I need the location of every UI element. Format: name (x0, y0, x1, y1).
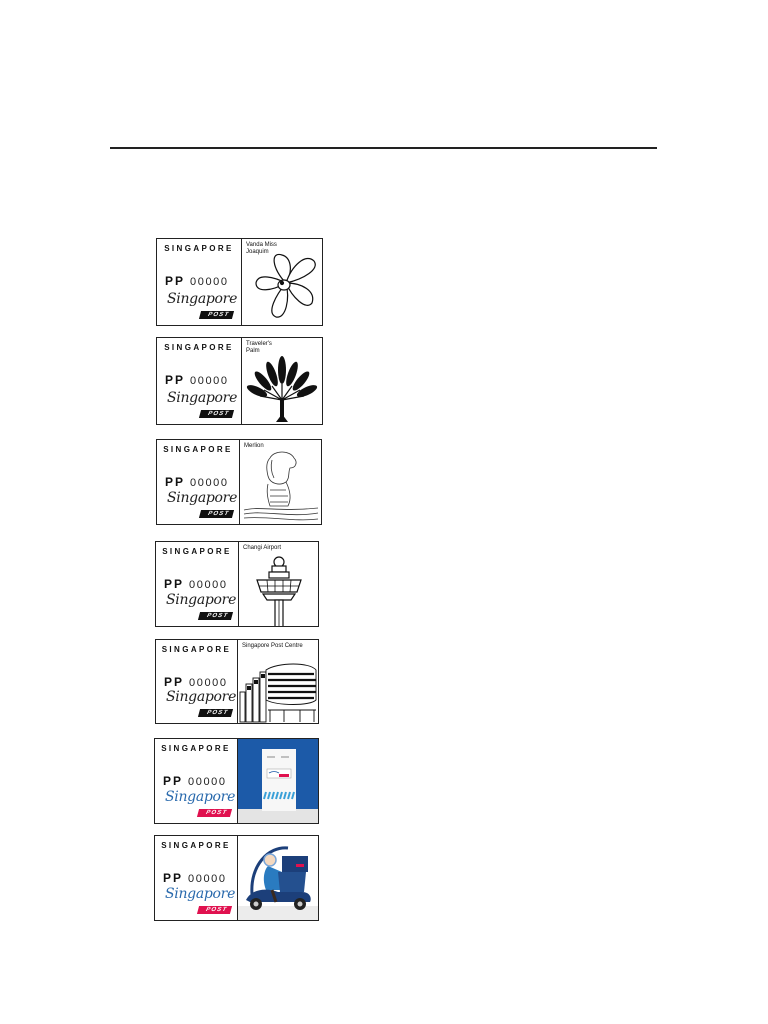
stamp-illustration-panel (238, 640, 318, 723)
control-tower-icon (239, 542, 318, 626)
stamp-imprint (155, 836, 238, 920)
logo-script: Singapore (167, 390, 238, 406)
stamp-prefix: PP (164, 577, 185, 591)
stamp-country: SINGAPORE (164, 244, 234, 253)
stamp-prefix: PP (165, 475, 186, 489)
stamp-country: SINGAPORE (164, 343, 234, 352)
postage-stamp-changi-airport (155, 541, 319, 627)
stamp-prefix: PP (164, 675, 185, 689)
logo-badge: POST (199, 311, 234, 319)
singapore-post-logo (165, 490, 238, 518)
logo-script: Singapore (166, 592, 237, 608)
merlion-icon (240, 440, 321, 524)
postage-stamp-merlion (156, 439, 322, 525)
logo-script: Singapore (167, 291, 238, 307)
postage-stamp-singapore-post-centre (155, 639, 319, 724)
stamp-country: SINGAPORE (161, 645, 232, 654)
singapore-post-logo (165, 291, 238, 319)
stamp-number: 00000 (190, 375, 229, 387)
stamp-number: 00000 (189, 677, 228, 689)
stamp-illustration-panel (242, 338, 322, 424)
stamp-illustration-panel (239, 542, 318, 626)
building-icon (238, 640, 318, 723)
postage-stamp-vanda (156, 238, 323, 326)
stamp-illustration-panel (238, 739, 318, 823)
logo-script: Singapore (165, 886, 236, 902)
stamp-number: 00000 (189, 579, 228, 591)
postage-stamp-delivery-scooter (154, 835, 319, 921)
singapore-post-logo (163, 886, 236, 914)
stamp-imprint (155, 739, 238, 823)
stamp-caption: Vanda Miss Joaquim (246, 242, 277, 255)
logo-badge: POST (198, 709, 233, 717)
logo-badge: POST (197, 906, 232, 914)
delivery-scooter-icon (238, 836, 318, 920)
stamp-imprint (157, 338, 242, 424)
stamp-caption: Merlion (244, 443, 264, 449)
logo-badge: POST (199, 510, 234, 518)
stamp-caption: Traveler's Palm (246, 341, 272, 354)
singapore-post-logo (165, 390, 238, 418)
logo-badge: POST (199, 410, 234, 418)
stamp-country: SINGAPORE (162, 547, 232, 556)
singapore-post-logo (163, 789, 236, 817)
stamp-prefix: PP (163, 871, 184, 885)
logo-badge: POST (197, 809, 232, 817)
logo-script: Singapore (165, 789, 236, 805)
horizontal-rule (110, 147, 657, 149)
stamp-caption: Singapore Post Centre (242, 643, 303, 649)
stamp-caption: Changi Airport (243, 545, 282, 551)
stamp-prefix: PP (165, 274, 186, 288)
orchid-flower-icon (242, 239, 322, 325)
stamp-illustration-panel (242, 239, 322, 325)
stamp-imprint (156, 542, 239, 626)
stamp-number: 00000 (190, 276, 229, 288)
stamp-country: SINGAPORE (161, 841, 231, 850)
postage-stamp-post-box (154, 738, 319, 824)
postage-stamp-travelers-palm (156, 337, 323, 425)
stamp-number: 00000 (188, 776, 227, 788)
singapore-post-logo (164, 592, 237, 620)
stamp-number: 00000 (188, 873, 227, 885)
stamp-imprint (156, 640, 238, 723)
stamp-imprint (157, 239, 242, 325)
stamp-country: SINGAPORE (161, 744, 231, 753)
stamp-country: SINGAPORE (163, 445, 233, 454)
travelers-palm-icon (242, 338, 322, 424)
stamp-illustration-panel (238, 836, 318, 920)
logo-script: Singapore (166, 689, 237, 705)
logo-badge: POST (198, 612, 233, 620)
stamp-imprint (157, 440, 240, 524)
singapore-post-logo (164, 689, 237, 717)
stamp-number: 00000 (190, 477, 229, 489)
stamp-prefix: PP (163, 774, 184, 788)
stamp-illustration-panel (240, 440, 321, 524)
stamp-prefix: PP (165, 373, 186, 387)
post-box-icon (238, 739, 318, 823)
logo-script: Singapore (167, 490, 238, 506)
